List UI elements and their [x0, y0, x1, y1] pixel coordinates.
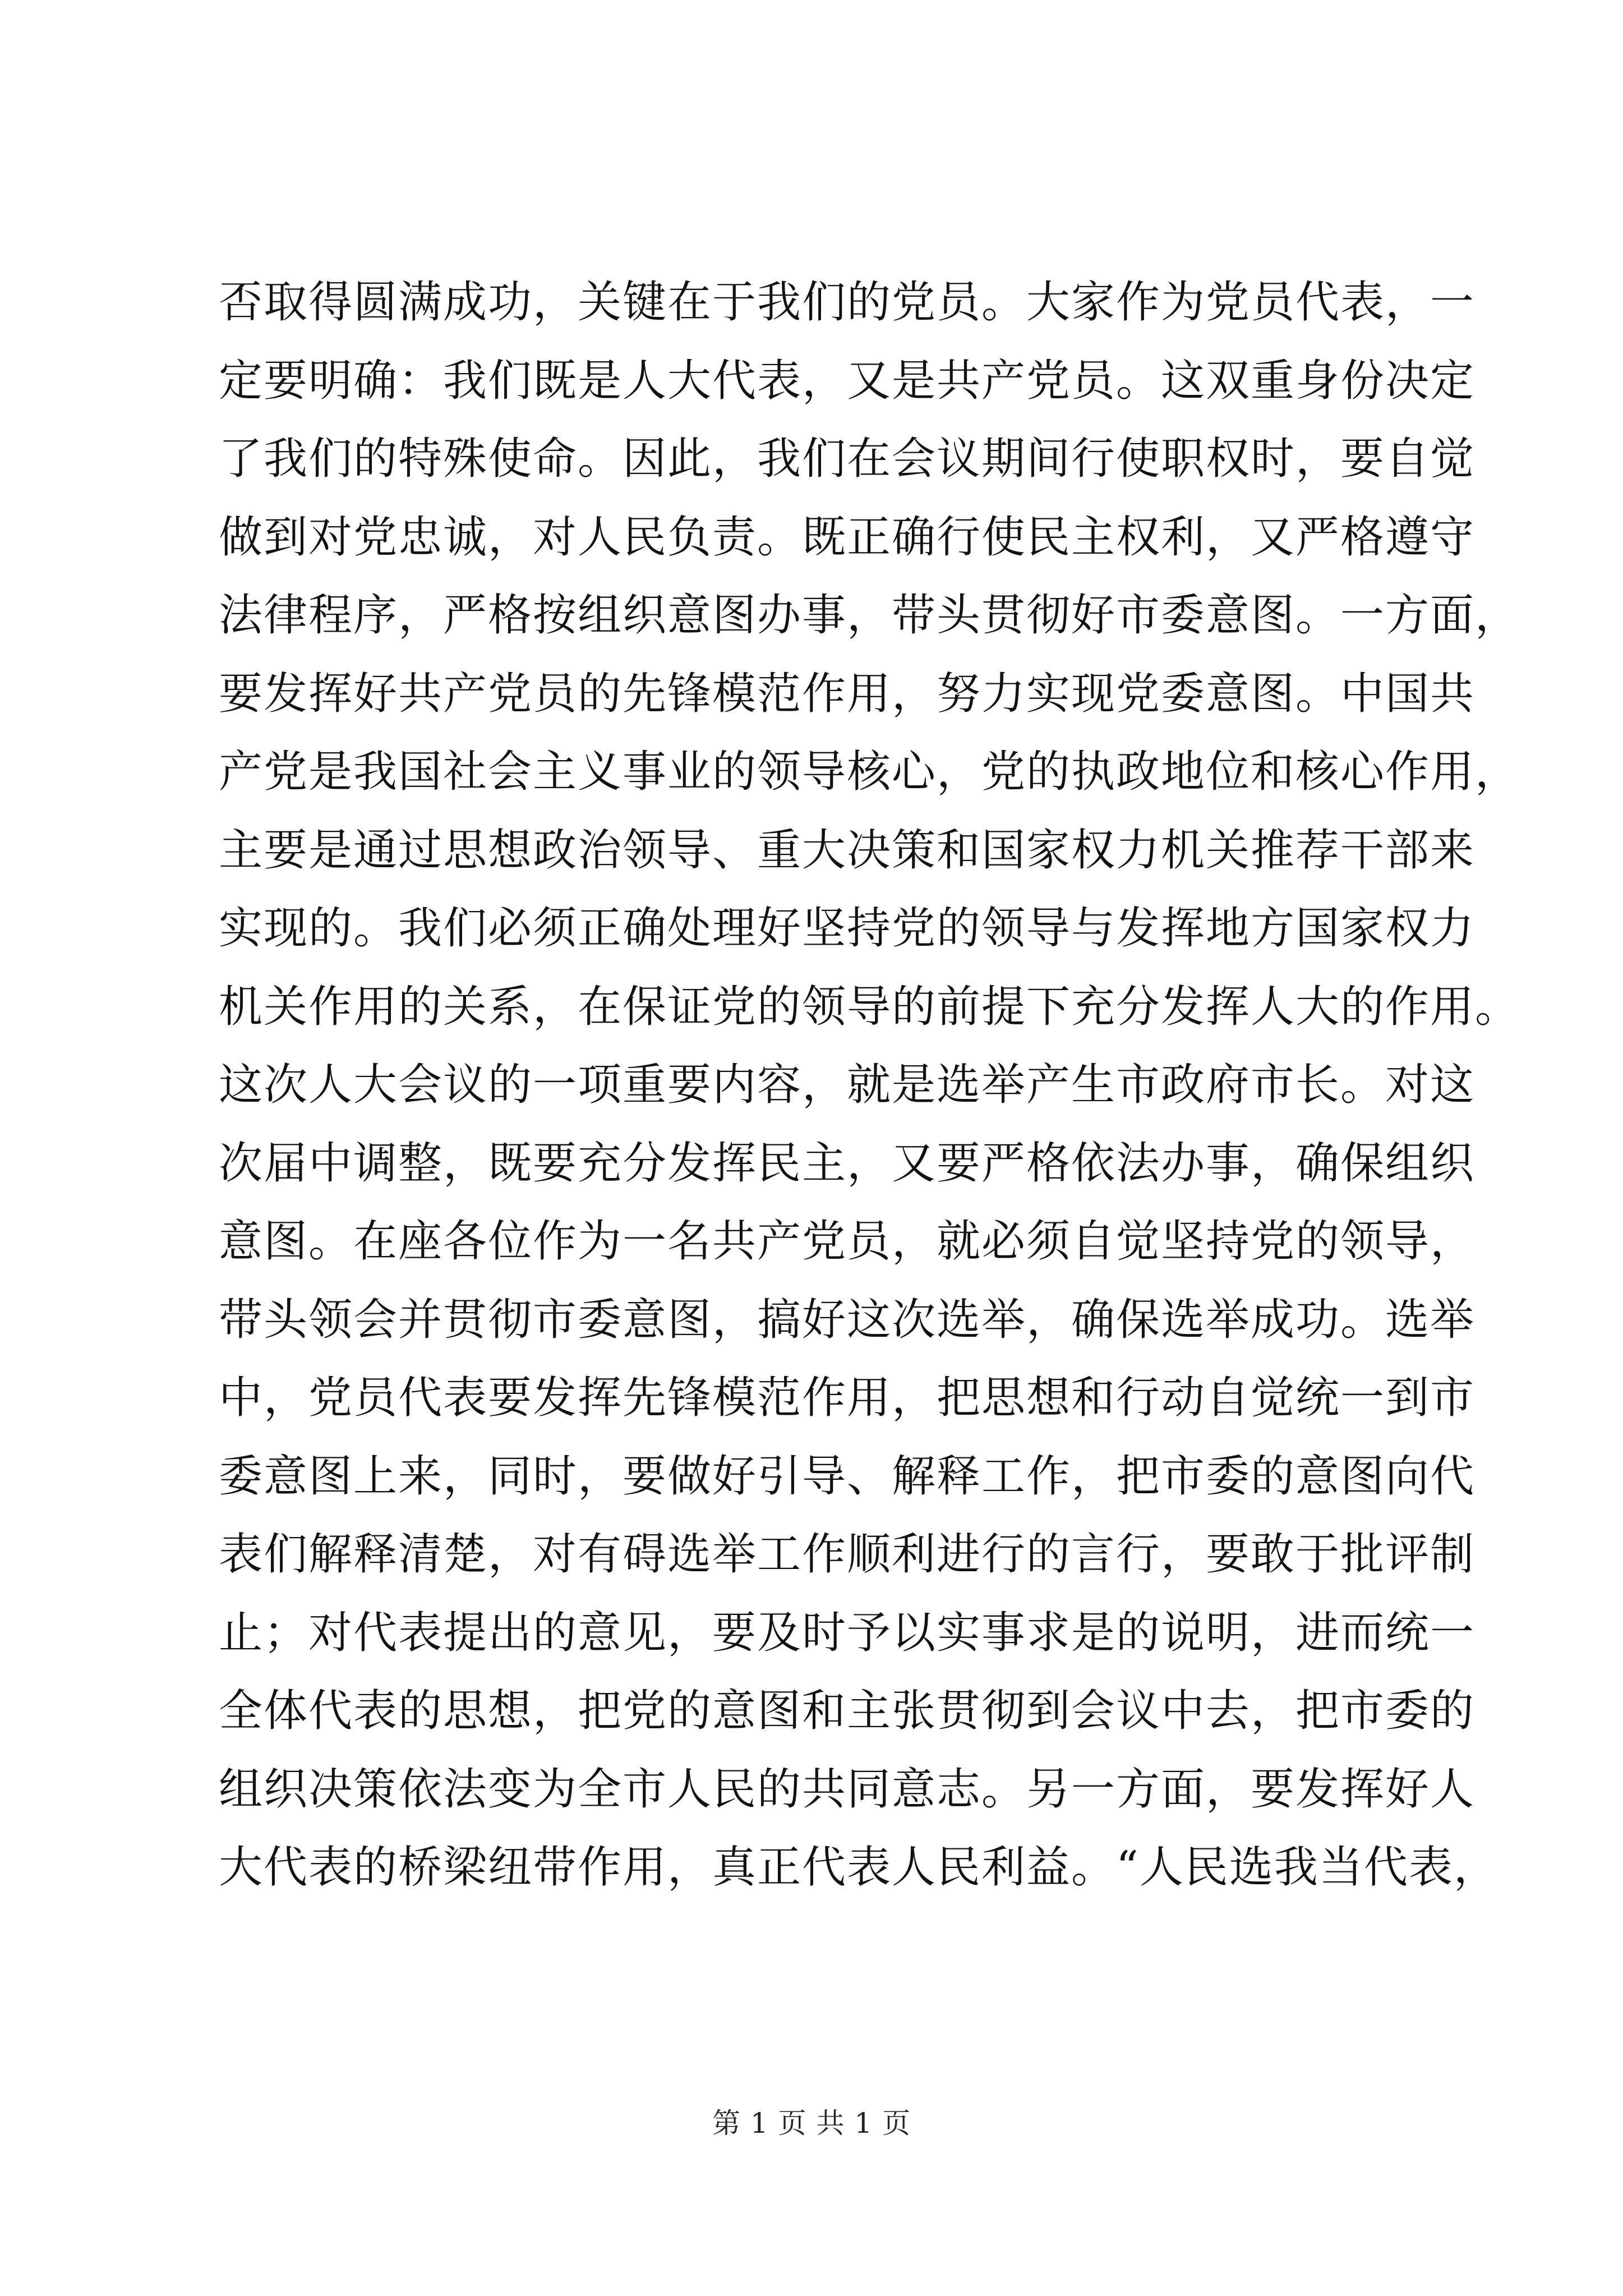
text-line-2: 定要明确：我们既是人大代表，又是共产党员。这双重身份决定 [219, 355, 1476, 406]
text-line-14: 带头领会并贯彻市委意图，搞好这次选举，确保选举成功。选举 [219, 1294, 1476, 1345]
text-line-7: 产党是我国社会主义事业的领导核心，党的执政地位和核心作用， [219, 747, 1520, 797]
text-line-18: 止；对代表提出的意见，要及时予以实事求是的说明，进而统一 [219, 1607, 1476, 1658]
text-line-13: 意图。在座各位作为一名共产党员，就必须自觉坚持党的领导， [219, 1216, 1476, 1267]
text-line-17: 表们解释清楚，对有碍选举工作顺利进行的言行，要敢于批评制 [219, 1529, 1476, 1580]
text-line-5: 法律程序，严格按组织意图办事，带头贯彻好市委意图。一方面， [219, 590, 1520, 641]
text-line-3: 了我们的特殊使命。因此，我们在会议期间行使职权时，要自觉 [219, 434, 1476, 484]
text-line-6: 要发挥好共产党员的先锋模范作用，努力实现党委意图。中国共 [219, 668, 1476, 719]
text-line-21: 大代表的桥梁纽带作用，真正代表人民利益。“人民选我当代表， [219, 1842, 1498, 1893]
text-line-15: 中，党员代表要发挥先锋模范作用，把思想和行动自觉统一到市 [219, 1373, 1476, 1423]
body-paragraph [219, 264, 1520, 1907]
page-footer: 第 1 页 共 1 页 [712, 2107, 911, 2139]
text-line-16: 委意图上来，同时，要做好引导、解释工作，把市委的意图向代 [219, 1451, 1476, 1502]
text-line-19: 全体代表的思想，把党的意图和主张贯彻到会议中去，把市委的 [219, 1686, 1476, 1736]
text-line-10: 机关作用的关系，在保证党的领导的前提下充分发挥人大的作用。 [219, 981, 1520, 1032]
text-line-9: 实现的。我们必须正确处理好坚持党的领导与发挥地方国家权力 [219, 903, 1476, 954]
text-line-4: 做到对党忠诚，对人民负责。既正确行使民主权利，又严格遵守 [219, 512, 1476, 563]
text-line-1: 否取得圆满成功，关键在于我们的党员。大家作为党员代表，一 [219, 277, 1476, 328]
text-line-20: 组织决策依法变为全市人民的共同意志。另一方面，要发挥好人 [219, 1764, 1476, 1815]
text-line-11: 这次人大会议的一项重要内容，就是选举产生市政府市长。对这 [219, 1060, 1476, 1110]
text-line-8: 主要是通过思想政治领导、重大决策和国家权力机关推荐干部来 [219, 825, 1476, 876]
text-line-12: 次届中调整，既要充分发挥民主，又要严格依法办事，确保组织 [219, 1138, 1476, 1189]
